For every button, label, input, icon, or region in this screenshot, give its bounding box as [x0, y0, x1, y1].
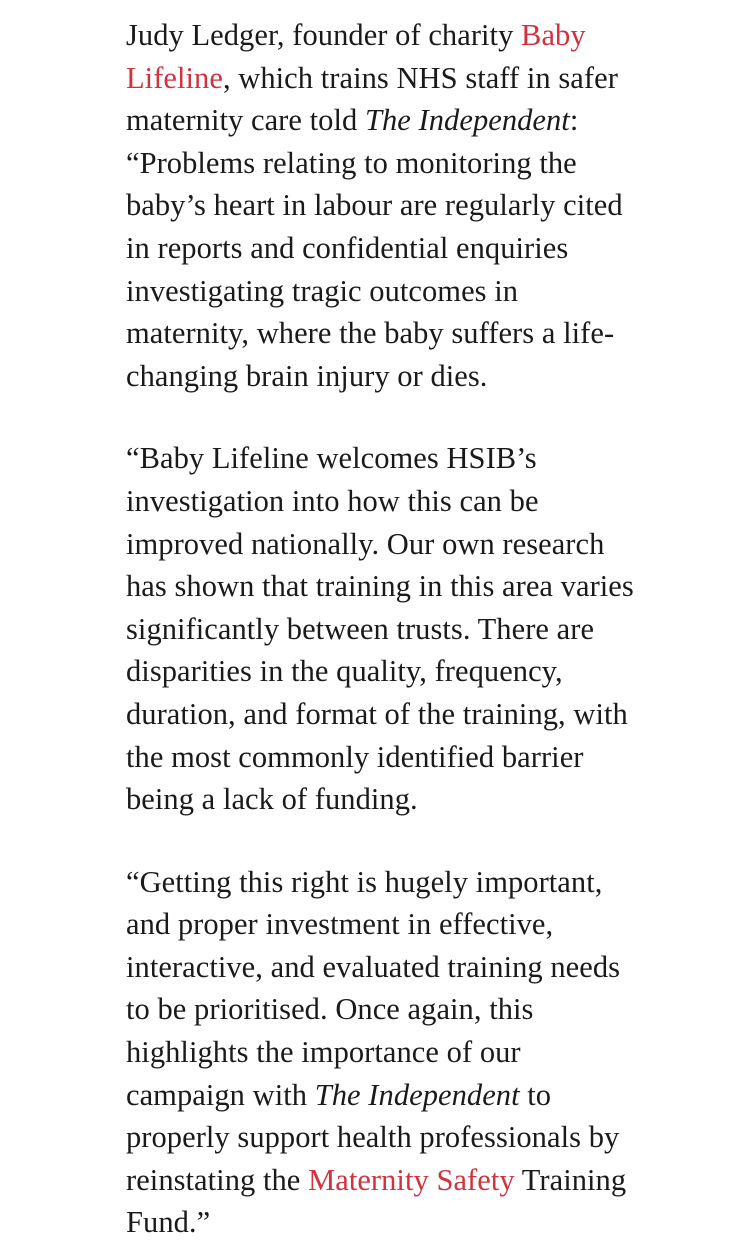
- paragraph-3: [126, 861, 726, 1244]
- text-span: Training: [514, 1162, 627, 1197]
- text-span: , which trains NHS staff in safer: [222, 60, 618, 95]
- text-line: and proper investment in effective,: [126, 907, 554, 942]
- link-text[interactable]: Lifeline: [126, 60, 223, 95]
- text-line: investigating tragic outcomes in: [126, 273, 519, 308]
- text-span: campaign with: [126, 1077, 315, 1112]
- text-line: being a lack of funding.: [126, 782, 418, 817]
- publication-name: The Independent: [364, 103, 570, 138]
- text-line: [126, 99, 726, 142]
- text-line: disparities in the quality, frequency,: [126, 654, 563, 689]
- text-line: [126, 57, 726, 100]
- text-line: properly support health professionals by: [126, 1120, 620, 1155]
- link-text[interactable]: Baby: [521, 18, 586, 52]
- text-line: significantly between trusts. There are: [126, 611, 595, 646]
- text-line: to be prioritised. Once again, this: [126, 992, 534, 1027]
- publication-name: The Independent: [314, 1077, 520, 1112]
- text-line: investigation into how this can be: [126, 483, 539, 518]
- text-line: highlights the importance of our: [126, 1035, 521, 1070]
- text-line: improved nationally. Our own research: [126, 526, 605, 561]
- article-body: [126, 14, 726, 1244]
- text-line: Fund.”: [126, 1205, 211, 1240]
- paragraph-2: [126, 437, 726, 820]
- text-span: reinstating the: [126, 1162, 309, 1197]
- text-span: :: [569, 103, 579, 138]
- text-span: to: [519, 1077, 552, 1112]
- text-line: “Problems relating to monitoring the: [126, 145, 577, 180]
- text-line: baby’s heart in labour are regularly cited: [126, 188, 623, 223]
- paragraph-gap: [126, 397, 726, 437]
- baby-lifeline-link[interactable]: [521, 18, 586, 52]
- text-line: duration, and format of the training, with: [126, 696, 628, 731]
- text-line: interactive, and evaluated training needs: [126, 949, 621, 984]
- text-span: maternity care told: [126, 103, 365, 138]
- text-line: the most commonly identified barrier: [126, 739, 584, 774]
- text-line: maternity, where the baby suffers a life-: [126, 316, 615, 351]
- text-line: [126, 14, 726, 57]
- text-line: has shown that training in this area varies: [126, 569, 634, 604]
- text-line: [126, 1159, 726, 1202]
- link-text[interactable]: Maternity Safety: [308, 1162, 515, 1197]
- text-span: Judy Ledger, founder of charity: [126, 18, 522, 52]
- baby-lifeline-link-continued[interactable]: [126, 61, 223, 95]
- text-line: [126, 1074, 726, 1117]
- text-line: “Baby Lifeline welcomes HSIB’s: [126, 441, 537, 476]
- paragraph-gap: [126, 821, 726, 861]
- maternity-safety-link[interactable]: [308, 1163, 515, 1197]
- text-line: in reports and confidential enquiries: [126, 230, 569, 265]
- paragraph-1: [126, 14, 726, 397]
- text-line: “Getting this right is hugely important,: [126, 864, 603, 899]
- text-line: changing brain injury or dies.: [126, 358, 488, 393]
